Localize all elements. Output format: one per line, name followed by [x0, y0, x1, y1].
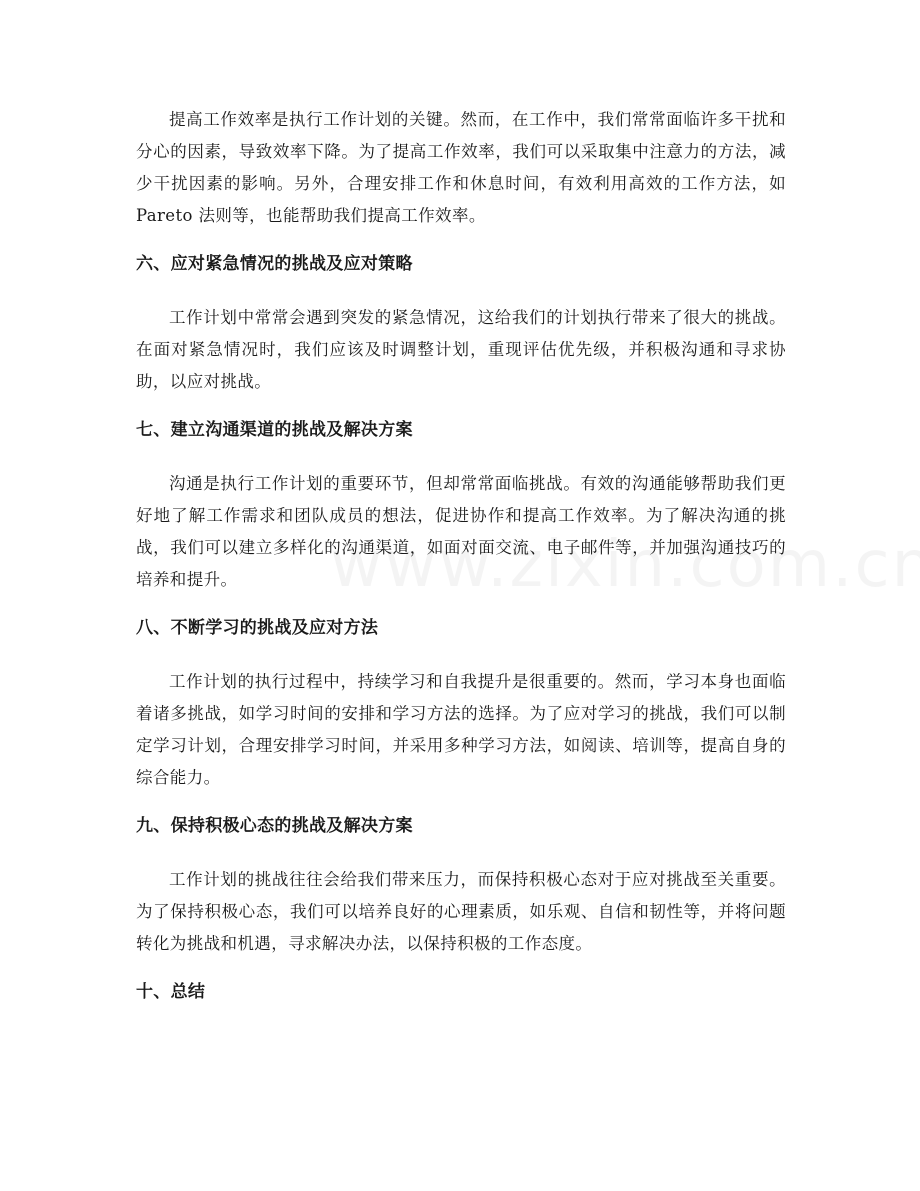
- paragraph-emergency: 工作计划中常常会遇到突发的紧急情况，这给我们的计划执行带来了很大的挑战。在面对紧急情况时，我们应该及时调整计划，重现评估优先级，并积极沟通和寻求协助，以应对挑战。: [136, 308, 786, 391]
- paragraph-learning: 工作计划的执行过程中，持续学习和自我提升是很重要的。然而，学习本身也面临着诸多挑战，如学习时间的安排和学习方法的选择。为了应对学习的挑战，我们可以制定学习计划，合理安排学习时间，并采用多种学习方法，如阅读、培训等，提高自身的综合能力。: [136, 672, 786, 787]
- paragraph-communication: 沟通是执行工作计划的重要环节，但却常常面临挑战。有效的沟通能够帮助我们更好地了解工作需求和团队成员的想法，促进协作和提高工作效率。为了解决沟通的挑战，我们可以建立多样化的沟通渠道，如面对面交流、电子邮件等，并加强沟通技巧的培养和提升。: [136, 474, 786, 589]
- document-body: [136, 104, 786, 1030]
- heading-nine: 九、保持积极心态的挑战及解决方案: [136, 816, 413, 836]
- heading-seven: 七、建立沟通渠道的挑战及解决方案: [136, 420, 413, 440]
- heading-eight: 八、不断学习的挑战及应对方法: [136, 618, 379, 638]
- paragraph-efficiency: 提高工作效率是执行工作计划的关键。然而，在工作中，我们常常面临许多干扰和分心的因素，导致效率下降。为了提高工作效率，我们可以采取集中注意力的方法，减少干扰因素的影响。另外，合理安排工作和休息时间，有效利用高效的工作方法，如 Pareto 法则等，也能帮助我们提高工作效率。: [136, 110, 786, 225]
- paragraph-mindset: 工作计划的挑战往往会给我们带来压力，而保持积极心态对于应对挑战至关重要。为了保持积极心态，我们可以培养良好的心理素质，如乐观、自信和韧性等，并将问题转化为挑战和机遇，寻求解决办法，以保持积极的工作态度。: [136, 870, 786, 953]
- heading-ten: 十、总结: [136, 982, 206, 1002]
- heading-six: 六、应对紧急情况的挑战及应对策略: [136, 254, 413, 274]
